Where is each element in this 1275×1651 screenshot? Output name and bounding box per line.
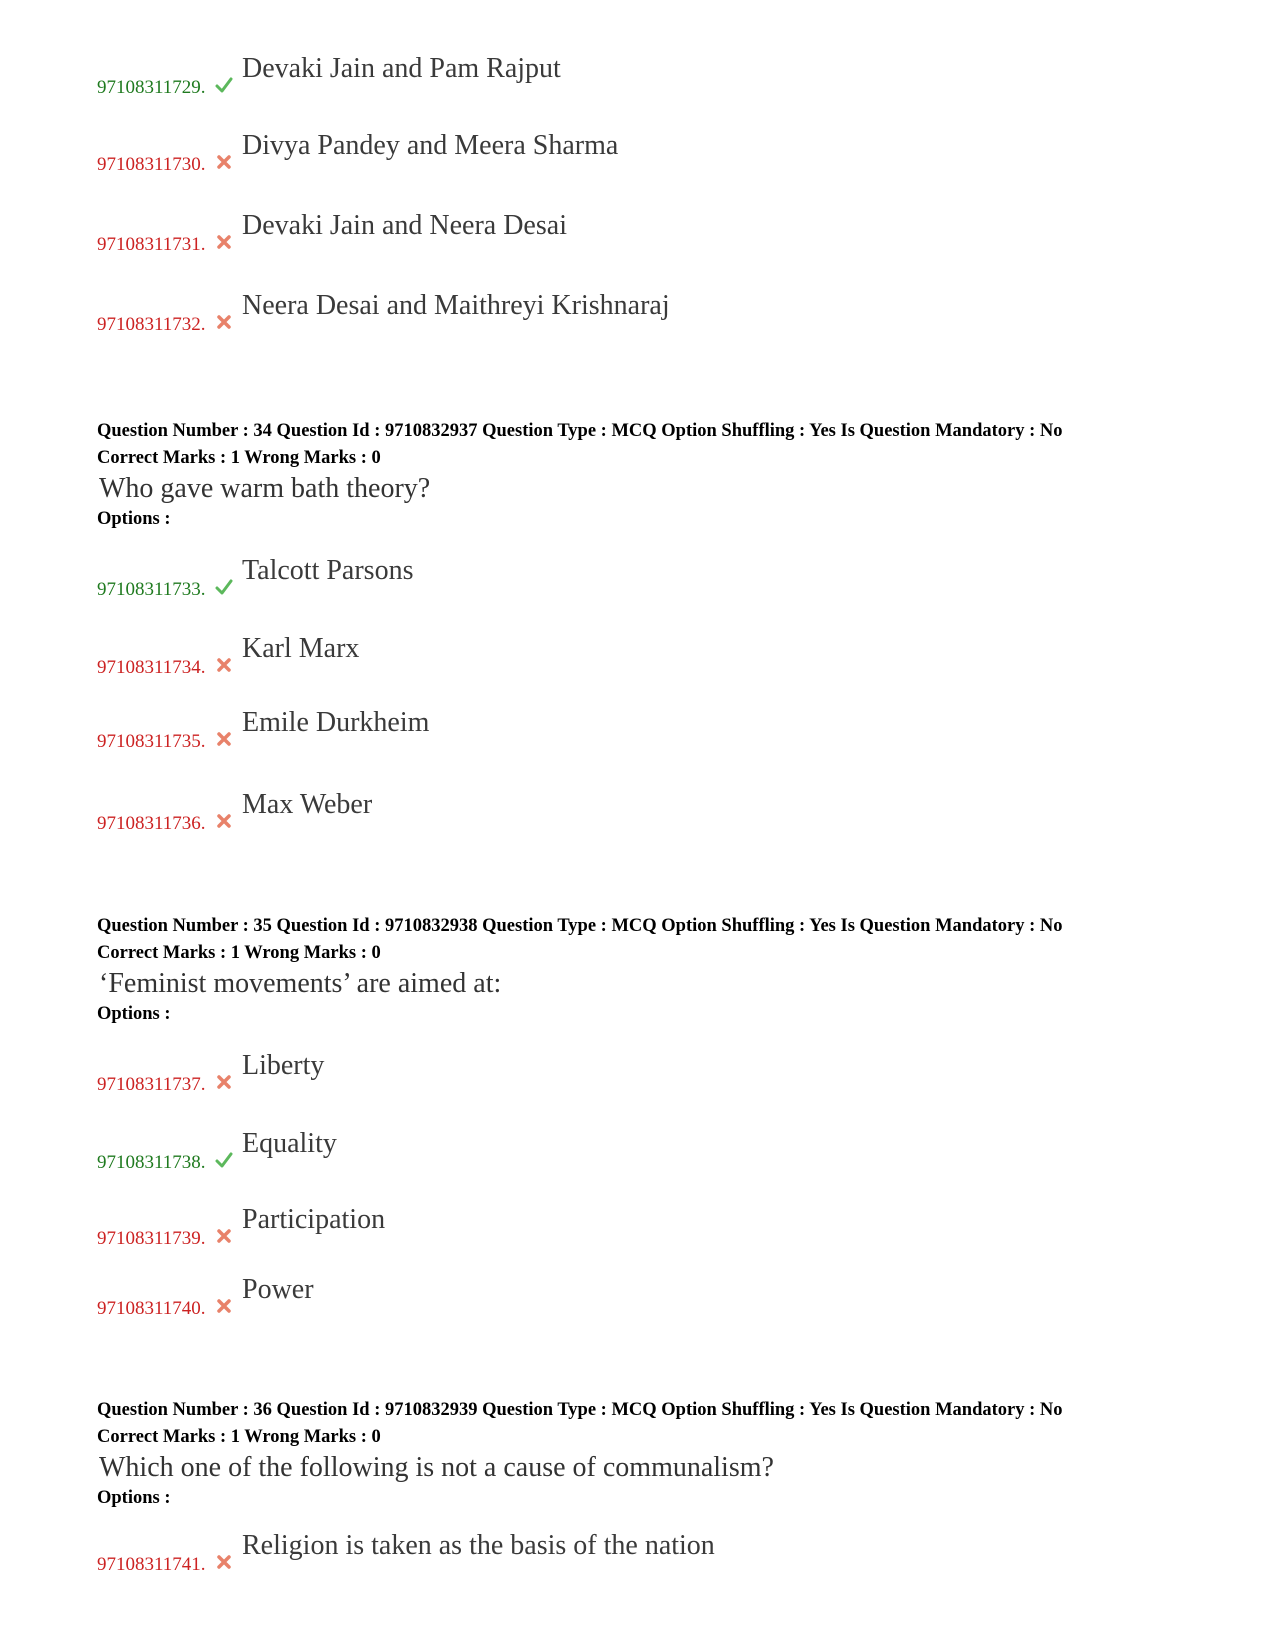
- option-id: 97108311734.: [97, 657, 206, 678]
- option-id: 97108311729.: [97, 77, 206, 98]
- option-id: 97108311738.: [97, 1152, 206, 1173]
- question-marks: Correct Marks : 1 Wrong Marks : 0: [97, 943, 381, 963]
- option-id: 97108311740.: [97, 1298, 206, 1319]
- question-text: Which one of the following is not a cause of communalism?: [99, 1452, 774, 1483]
- cross-icon: [215, 313, 233, 331]
- option-text: Talcott Parsons: [242, 555, 414, 586]
- question-text: Who gave warm bath theory?: [99, 473, 431, 504]
- option-id: 97108311736.: [97, 813, 206, 834]
- cross-icon: [215, 1227, 233, 1245]
- option-id: 97108311739.: [97, 1228, 206, 1249]
- option-row: [97, 130, 997, 175]
- option-row: [97, 789, 997, 834]
- option-text: Neera Desai and Maithreyi Krishnaraj: [242, 290, 670, 321]
- option-row: [97, 210, 997, 255]
- option-text: Devaki Jain and Pam Rajput: [242, 53, 561, 84]
- option-id: 97108311732.: [97, 314, 206, 335]
- option-text: Equality: [242, 1128, 337, 1159]
- check-icon: [215, 76, 233, 94]
- cross-icon: [215, 656, 233, 674]
- cross-icon: [215, 233, 233, 251]
- cross-icon: [215, 1553, 233, 1571]
- question-marks: Correct Marks : 1 Wrong Marks : 0: [97, 1427, 381, 1447]
- options-label: Options :: [97, 1488, 171, 1508]
- question-text: ‘Feminist movements’ are aimed at:: [99, 968, 502, 999]
- option-row: [97, 707, 997, 752]
- options-label: Options :: [97, 1004, 171, 1024]
- option-text: Religion is taken as the basis of the nation: [242, 1530, 715, 1561]
- cross-icon: [215, 730, 233, 748]
- option-row: [97, 555, 997, 600]
- option-row: [97, 53, 997, 98]
- options-label: Options :: [97, 509, 171, 529]
- cross-icon: [215, 153, 233, 171]
- question-meta: Question Number : 34 Question Id : 9710832937 Question Type : MCQ Option Shuffling : Yes Is Question Mandatory : No: [97, 421, 1063, 441]
- option-id: 97108311730.: [97, 154, 206, 175]
- question-marks: Correct Marks : 1 Wrong Marks : 0: [97, 448, 381, 468]
- option-row: [97, 1050, 997, 1095]
- option-row: [97, 633, 997, 678]
- question-block: [97, 913, 1197, 1027]
- option-text: Emile Durkheim: [242, 707, 430, 738]
- cross-icon: [215, 1073, 233, 1091]
- option-text: Power: [242, 1274, 314, 1305]
- option-text: Participation: [242, 1204, 386, 1235]
- option-row: [97, 290, 997, 335]
- option-text: Liberty: [242, 1050, 325, 1081]
- option-text: Divya Pandey and Meera Sharma: [242, 130, 619, 161]
- option-id: 97108311731.: [97, 234, 206, 255]
- option-id: 97108311735.: [97, 731, 206, 752]
- option-id: 97108311741.: [97, 1554, 206, 1575]
- option-text: Max Weber: [242, 789, 373, 820]
- cross-icon: [215, 1297, 233, 1315]
- question-block: [97, 418, 1197, 532]
- cross-icon: [215, 812, 233, 830]
- option-row: [97, 1530, 997, 1575]
- question-meta: Question Number : 36 Question Id : 9710832939 Question Type : MCQ Option Shuffling : Yes Is Question Mandatory : No: [97, 1400, 1063, 1420]
- check-icon: [215, 578, 233, 596]
- option-text: Devaki Jain and Neera Desai: [242, 210, 567, 241]
- option-row: [97, 1274, 997, 1319]
- question-block: [97, 1397, 1197, 1511]
- option-id: 97108311737.: [97, 1074, 206, 1095]
- option-row: [97, 1128, 997, 1173]
- option-text: Karl Marx: [242, 633, 360, 664]
- option-id: 97108311733.: [97, 579, 206, 600]
- option-row: [97, 1204, 997, 1249]
- check-icon: [215, 1151, 233, 1169]
- question-meta: Question Number : 35 Question Id : 9710832938 Question Type : MCQ Option Shuffling : Yes Is Question Mandatory : No: [97, 916, 1063, 936]
